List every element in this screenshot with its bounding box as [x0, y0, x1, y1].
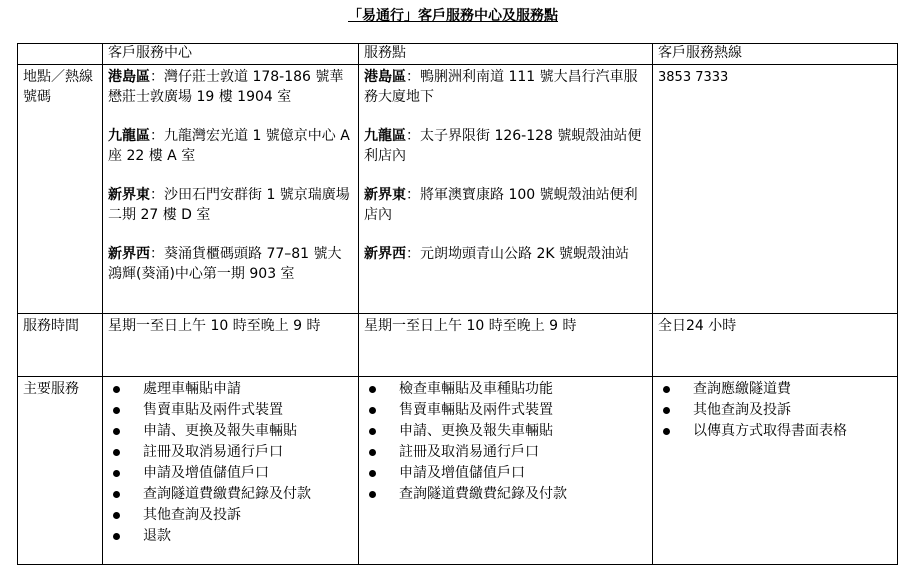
list-item [364, 442, 647, 463]
service-item-text: 退款 [143, 528, 171, 544]
district-separator: ： [150, 246, 164, 262]
header-cell-service-points: 服務點 [359, 44, 653, 65]
row-label-services: 主要服務 [18, 377, 103, 565]
table-row-hours [18, 314, 898, 377]
bullet-icon [113, 407, 120, 414]
list-item [108, 505, 353, 526]
service-item-text: 申請、更換及報失車輛貼 [143, 423, 297, 439]
document-title: 「易通行」客戶服務中心及服務點 [348, 8, 558, 24]
service-item-text: 以傳真方式取得書面表格 [693, 423, 847, 439]
list-item [108, 442, 353, 463]
list-item [658, 379, 892, 400]
list-item [364, 484, 647, 505]
bullet-icon [663, 428, 670, 435]
bullet-icon [113, 533, 120, 540]
bullet-icon [113, 449, 120, 456]
bullet-icon [113, 512, 120, 519]
service-item-text: 申請及增值儲值戶口 [143, 465, 269, 481]
list-item [108, 484, 353, 505]
list-item [108, 463, 353, 484]
service-item-text: 查詢隧道費繳費紀錄及付款 [143, 486, 311, 502]
address-text: 太子界限街 126-128 號蜆殼油站便利店內 [364, 128, 642, 164]
service-item-text: 申請、更換及報失車輛貼 [399, 423, 553, 439]
district-name: 港島區 [108, 69, 150, 85]
list-item [108, 526, 353, 547]
address-block [108, 185, 353, 225]
list-item [658, 421, 892, 442]
district-separator: ： [150, 128, 164, 144]
district-name: 新界西 [108, 246, 150, 262]
bullet-icon [663, 407, 670, 414]
bullet-icon [369, 386, 376, 393]
district-name: 九龍區 [108, 128, 150, 144]
district-separator: ： [406, 69, 420, 85]
district-name: 新界東 [364, 187, 406, 203]
service-info-table [17, 43, 898, 565]
table-header-row [18, 44, 898, 65]
address-text: 鴨脷洲利南道 111 號大昌行汽車服務大廈地下 [364, 69, 638, 105]
address-block [108, 126, 353, 166]
bullet-icon [113, 470, 120, 477]
service-item-text: 售賣車輛貼及兩件式裝置 [399, 402, 553, 418]
bullet-icon [369, 428, 376, 435]
cell-hotline-number [653, 65, 898, 314]
centre-services-list [108, 379, 353, 547]
point-services-list [364, 379, 647, 505]
district-name: 新界西 [364, 246, 406, 262]
bullet-icon [369, 449, 376, 456]
address-text: 將軍澳寶康路 100 號蜆殼油站便利店內 [364, 187, 638, 223]
cell-point-services [359, 377, 653, 565]
bullet-icon [369, 407, 376, 414]
service-item-text: 查詢隧道費繳費紀錄及付款 [399, 486, 567, 502]
address-text: 灣仔莊士敦道 178-186 號華懋莊士敦廣場 19 樓 1904 室 [108, 69, 344, 105]
service-item-text: 註冊及取消易通行戶口 [143, 444, 283, 460]
district-separator: ： [150, 187, 164, 203]
address-block [108, 244, 353, 284]
header-cell-blank [18, 44, 103, 65]
cell-hotline-services [653, 377, 898, 565]
list-item [364, 379, 647, 400]
list-item [108, 379, 353, 400]
district-separator: ： [150, 69, 164, 85]
row-label-address: 地點／熱線號碼 [18, 65, 103, 314]
service-item-text: 註冊及取消易通行戶口 [399, 444, 539, 460]
address-block [108, 67, 353, 107]
cell-point-addresses [359, 65, 653, 314]
service-item-text: 檢查車輛貼及車種貼功能 [399, 381, 553, 397]
district-separator: ： [406, 187, 420, 203]
address-block [364, 126, 647, 166]
district-separator: ： [406, 128, 420, 144]
bullet-icon [369, 470, 376, 477]
header-cell-hotline: 客戶服務熱線 [653, 44, 898, 65]
cell-centre-services [103, 377, 359, 565]
cell-centre-addresses [103, 65, 359, 314]
service-item-text: 其他查詢及投訴 [693, 402, 791, 418]
cell-hotline-hours: 全日24 小時 [653, 314, 898, 377]
header-cell-service-centres: 客戶服務中心 [103, 44, 359, 65]
list-item [108, 421, 353, 442]
service-item-text: 查詢應繳隧道費 [693, 381, 791, 397]
address-text: 葵涌貨櫃碼頭路 77–81 號大鴻輝(葵涌)中心第一期 903 室 [108, 246, 342, 282]
table-row-address [18, 65, 898, 314]
service-item-text: 其他查詢及投訴 [143, 507, 241, 523]
district-name: 新界東 [108, 187, 150, 203]
address-text: 九龍灣宏光道 1 號億京中心 A 座 22 樓 A 室 [108, 128, 350, 164]
row-label-hours: 服務時間 [18, 314, 103, 377]
hotline-services-list [658, 379, 892, 442]
bullet-icon [113, 386, 120, 393]
address-block [364, 67, 647, 107]
list-item [108, 400, 353, 421]
list-item [364, 400, 647, 421]
hotline-number: 3853 7333 [658, 70, 729, 85]
district-name: 九龍區 [364, 128, 406, 144]
service-item-text: 申請及增值儲值戶口 [399, 465, 525, 481]
list-item [658, 400, 892, 421]
address-block [364, 185, 647, 225]
cell-centre-hours: 星期一至日上午 10 時至晚上 9 時 [103, 314, 359, 377]
address-text: 元朗坳頭青山公路 2K 號蜆殼油站 [420, 246, 629, 262]
bullet-icon [369, 491, 376, 498]
bullet-icon [113, 428, 120, 435]
list-item [364, 421, 647, 442]
list-item [364, 463, 647, 484]
service-item-text: 售賣車貼及兩件式裝置 [143, 402, 283, 418]
address-text: 沙田石門安群街 1 號京瑞廣場二期 27 樓 D 室 [108, 187, 350, 223]
service-item-text: 處理車輛貼申請 [143, 381, 241, 397]
address-block [364, 244, 647, 264]
cell-point-hours: 星期一至日上午 10 時至晚上 9 時 [359, 314, 653, 377]
district-name: 港島區 [364, 69, 406, 85]
district-separator: ： [406, 246, 420, 262]
table-row-services [18, 377, 898, 565]
bullet-icon [663, 386, 670, 393]
bullet-icon [113, 491, 120, 498]
